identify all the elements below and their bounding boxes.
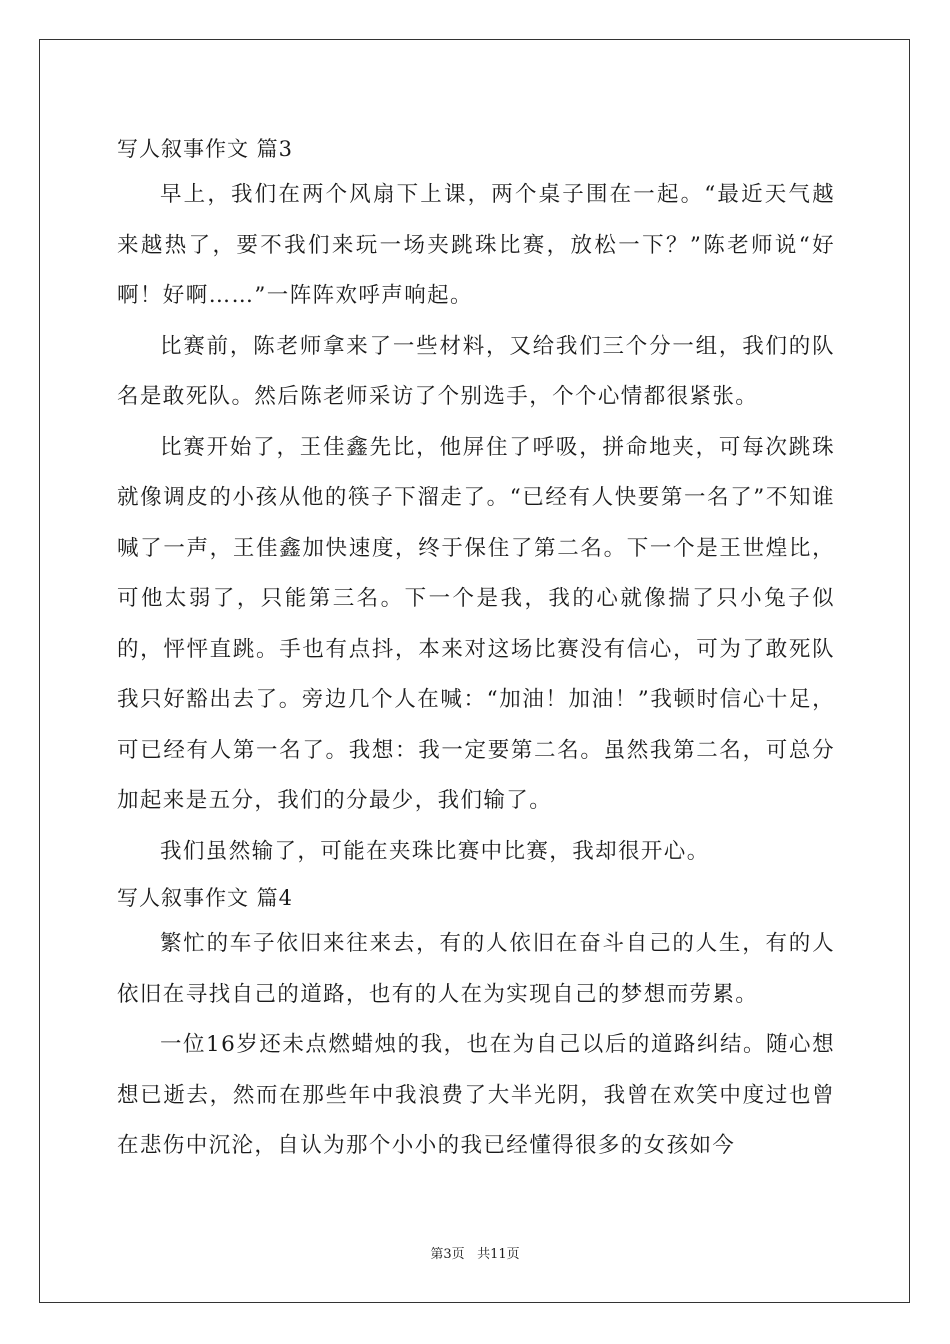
page-footer [0,1246,950,1264]
section-heading: 写人叙事作文 篇3 [117,137,294,161]
paragraph: 一位16岁还未点燃蜡烛的我，也在为自己以后的道路纠结。随心想想已逝去，然而在那些年中我浪费了大半光阴，我曾在欢笑中度过也曾在悲伤中沉沦，自认为那个小小的我已经懂得很多的女孩如今 [117,1032,835,1158]
document-body [117,128,835,1172]
section-3 [117,128,835,877]
paragraph: 比赛前，陈老师拿来了一些材料，又给我们三个分一组，我们的队名是敢死队。然后陈老师采访了个别选手，个个心情都很紧张。 [117,333,835,409]
section-4 [117,877,835,1172]
paragraph: 早上，我们在两个风扇下上课，两个桌子围在一起。“最近天气越来越热了，要不我们来玩一场夹跳珠比赛，放松一下？”陈老师说“好啊！好啊……”一阵阵欢呼声响起。 [117,182,835,308]
total-pages: 共11页 [477,1247,520,1262]
paragraph: 繁忙的车子依旧来往来去，有的人依旧在奋斗自己的人生，有的人依旧在寻找自己的道路，也有的人在为实现自己的梦想而劳累。 [117,931,835,1007]
paragraph: 我们虽然输了，可能在夹珠比赛中比赛，我却很开心。 [160,838,710,864]
paragraph: 比赛开始了，王佳鑫先比，他屏住了呼吸，拼命地夹，可每次跳珠就像调皮的小孩从他的筷子下溜走了。“已经有人快要第一名了”不知谁喊了一声，王佳鑫加快速度，终于保住了第二名。下一个是王世煌比，可他太弱了，只能第三名。下一个是我，我的心就像揣了只小兔子似的，怦怦直跳。手也有点抖，本来对这场比赛没有信心，可为了敢死队我只好豁出去了。旁边几个人在喊：“加油！加油！”我顿时信心十足，可已经有人第一名了。我想：我一定要第二名。虽然我第二名，可总分加起来是五分，我们的分最少，我们输了。 [117,434,835,813]
footer-spacer [465,1247,477,1262]
page-number: 第3页 [430,1247,465,1262]
section-heading: 写人叙事作文 篇4 [117,886,294,910]
